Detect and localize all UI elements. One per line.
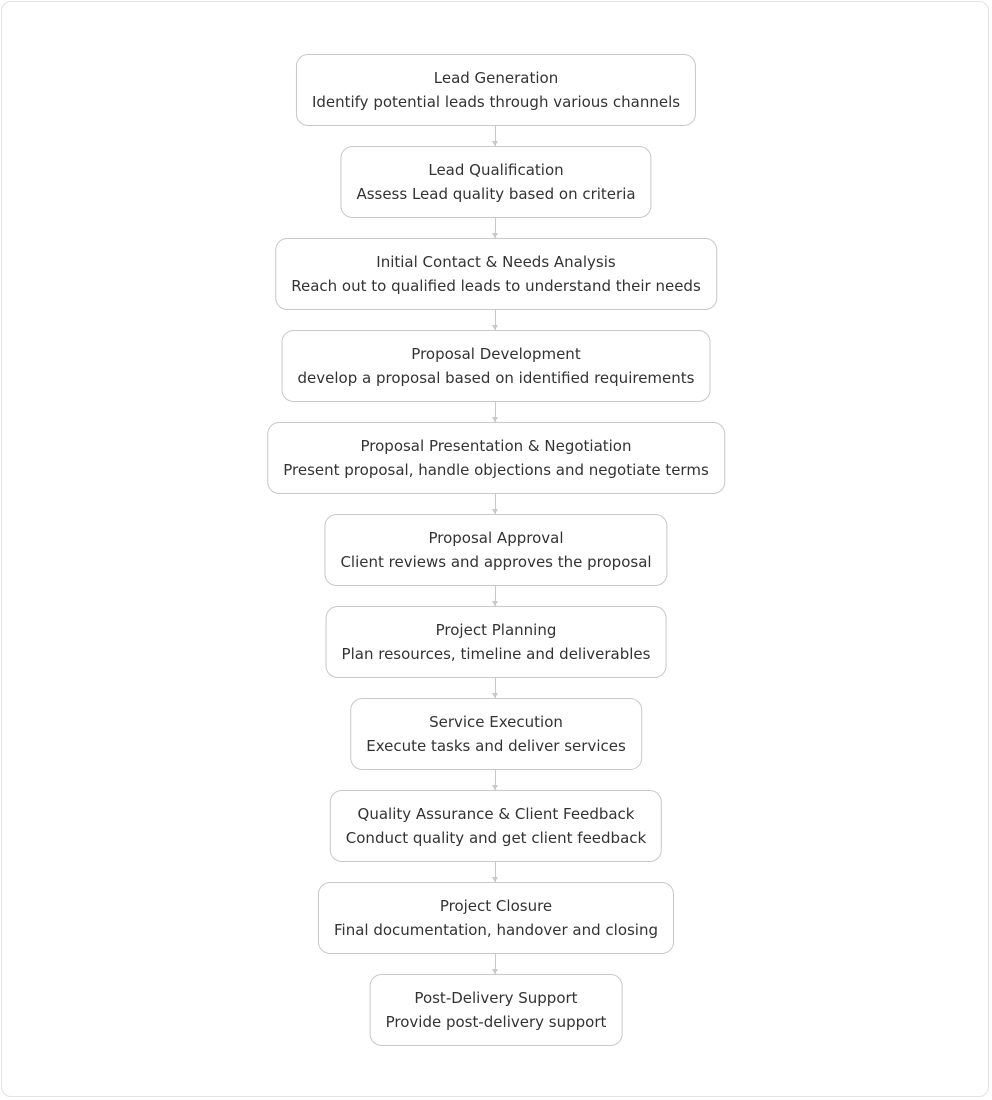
step-title: Lead Qualification — [428, 161, 564, 179]
step-description: Client reviews and approves the proposal — [340, 553, 652, 571]
step-description: Provide post-delivery support — [385, 1013, 607, 1031]
flow-step[interactable] — [275, 238, 717, 310]
step-description: Identify potential leads through various channels — [311, 93, 681, 111]
flow-step[interactable] — [282, 330, 711, 402]
flow-step[interactable] — [350, 698, 642, 770]
connector-arrow — [495, 954, 496, 974]
step-title: Lead Generation — [433, 69, 559, 87]
flow-step[interactable] — [296, 54, 696, 126]
step-description: Present proposal, handle objections and negotiate terms — [283, 461, 709, 479]
flow-step[interactable] — [326, 606, 667, 678]
flow-step[interactable] — [340, 146, 651, 218]
step-title: Service Execution — [429, 713, 563, 731]
step-title: Proposal Presentation & Negotiation — [360, 437, 632, 455]
flow-step[interactable] — [267, 422, 725, 494]
step-title: Proposal Development — [411, 345, 581, 363]
flow-step[interactable] — [318, 882, 674, 954]
connector-arrow — [495, 126, 496, 146]
connector-arrow — [495, 678, 496, 698]
connector-arrow — [495, 586, 496, 606]
step-title: Proposal Approval — [428, 529, 564, 547]
connector-arrow — [495, 494, 496, 514]
flow-step[interactable] — [330, 790, 662, 862]
connector-arrow — [495, 862, 496, 882]
step-title: Initial Contact & Needs Analysis — [376, 253, 616, 271]
connector-arrow — [495, 218, 496, 238]
step-description: Plan resources, timeline and deliverables — [341, 645, 651, 663]
step-title: Quality Assurance & Client Feedback — [357, 805, 635, 823]
connector-arrow — [495, 402, 496, 422]
step-description: Conduct quality and get client feedback — [345, 829, 647, 847]
step-description: develop a proposal based on identified requirements — [297, 369, 695, 387]
step-title: Project Planning — [435, 621, 557, 639]
connector-arrow — [495, 310, 496, 330]
step-description: Reach out to qualified leads to understand their needs — [291, 277, 701, 295]
connector-arrow — [495, 770, 496, 790]
flow-step[interactable] — [370, 974, 623, 1046]
step-title: Post-Delivery Support — [414, 989, 578, 1007]
flow-step[interactable] — [324, 514, 667, 586]
step-description: Final documentation, handover and closing — [333, 921, 659, 939]
step-title: Project Closure — [439, 897, 553, 915]
step-description: Execute tasks and deliver services — [366, 737, 626, 755]
step-description: Assess Lead quality based on criteria — [356, 185, 636, 203]
